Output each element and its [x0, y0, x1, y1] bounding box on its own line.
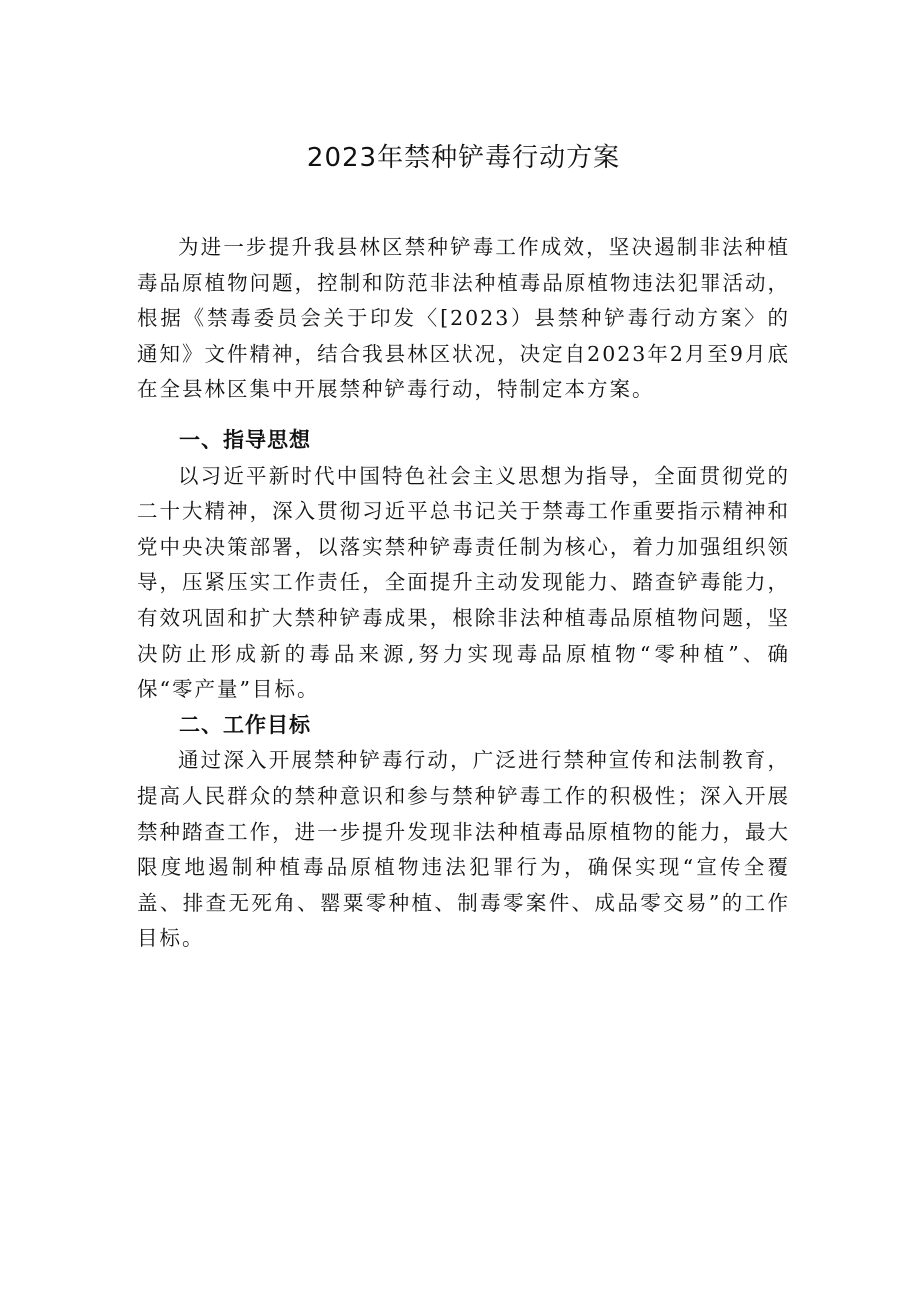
section-heading: 一、指导思想	[179, 427, 311, 452]
intro-paragraph: 为进一步提升我县林区禁种铲毒工作成效，坚决遏制非法种植毒品原植物问题，控制和防范非法种植毒品原植物违法犯罪活动，根据《禁毒委员会关于印发〈[2023）县禁种铲毒行动方案〉的通知》文件精神，结合我县林区状况，决定自2023年2月至9月底在全县林区集中开展禁种铲毒行动，特制定本方案。	[137, 235, 790, 402]
document-title: 2023年禁种铲毒行动方案	[306, 143, 621, 173]
section-heading: 二、工作目标	[179, 712, 311, 737]
section-body: 通过深入开展禁种铲毒行动，广泛进行禁种宣传和法制教育，提高人民群众的禁种意识和参与禁种铲毒工作的积极性；深入开展禁种踏查工作，进一步提升发现非法种植毒品原植物的能力，最大限度地遏制种植毒品原植物违法犯罪行为，确保实现“宣传全覆盖、排查无死角、罂粟零种植、制毒零案件、成品零交易”的工作目标。	[137, 748, 790, 951]
document-page	[137, 136, 790, 957]
section-work-goals	[137, 708, 790, 957]
section-guiding-ideology	[137, 423, 790, 708]
section-body: 以习近平新时代中国特色社会主义思想为指导，全面贯彻党的二十大精神，深入贯彻习近平总书记关于禁毒工作重要指示精神和党中央决策部署，以落实禁种铲毒责任制为核心，着力加强组织领导，压紧压实工作责任，全面提升主动发现能力、踏查铲毒能力，有效巩固和扩大禁种铲毒成果，根除非法种植毒品原植物问题，坚决防止形成新的毒品来源,努力实现毒品原植物“零种植”、确保“零产量”目标。	[137, 463, 790, 702]
